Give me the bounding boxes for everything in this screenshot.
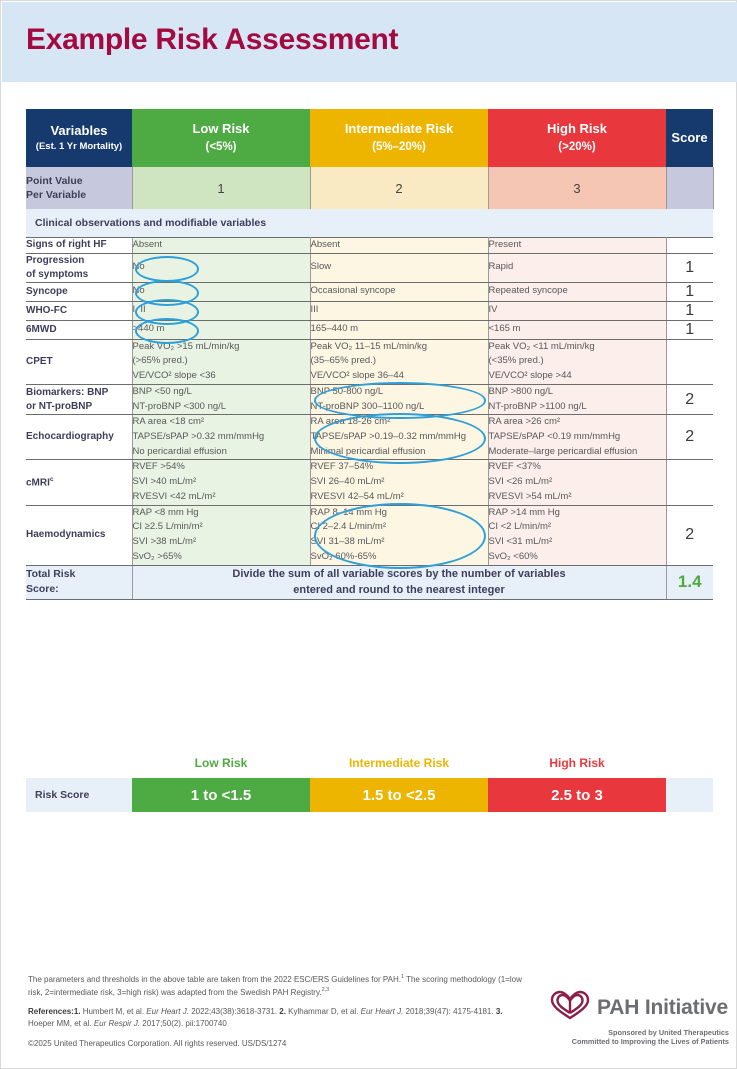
cell-line: <165 m [488,323,521,335]
cell-low[interactable] [132,505,310,565]
table-row [26,253,713,282]
point-value-inter: 2 [310,167,488,209]
cell-line: RVESVI 42–54 mL/m² [310,490,404,502]
cell-line: SVI 31–38 mL/m² [310,536,385,548]
cell-inter[interactable] [310,238,488,254]
cell-score[interactable]: 2 [666,384,713,414]
table-row [26,301,713,320]
cell-line: SVI <31 mL/m² [488,536,553,548]
cell-line: RA area 18-26 cm² [310,416,391,428]
point-value-low: 1 [132,167,310,209]
legend-range-1: 1.5 to <2.5 [310,778,488,812]
legend-captions [26,756,713,778]
legend-range-2: 2.5 to 3 [488,778,666,812]
cell-line: No pericardial effusion [132,445,227,457]
cell-line: NT-proBNP 300–1100 ng/L [310,400,425,412]
table-row [26,505,713,565]
cell-line: CI <2 L/min/m² [488,521,552,533]
cell-line: 165–440 m [310,323,359,335]
cell-score[interactable]: 2 [666,505,713,565]
cell-line: SvO₂ 60%-65% [310,550,377,562]
total-score-instruction: Divide the sum of all variable scores by the number of variables entered and round to the nearest integer [132,565,666,599]
header-cell-variables: Variables (Est. 1 Yr Mortality) [26,109,132,167]
cell-high[interactable] [488,282,666,301]
cell-high[interactable] [488,505,666,565]
cell-score[interactable]: 1 [666,282,713,301]
cell-line: No [132,261,145,273]
cell-line: Absent [310,239,341,250]
total-score-value: 1.4 [666,565,713,599]
cell-line: BNP >800 ng/L [488,385,554,397]
cell-line: Peak VO₂ >15 mL/min/kg [132,340,240,352]
cell-high[interactable] [488,301,666,320]
copyright-line: ©2025 United Therapeutics Corporation. All rights reserved. US/DS/1274 [28,1038,287,1048]
cell-line: RVESVI <42 mL/m² [132,490,216,502]
cell-inter[interactable] [310,339,488,384]
cell-low[interactable] [132,320,310,339]
risk-assessment-table [26,109,714,600]
cell-line: Rapid [488,261,514,273]
heart-lung-icon [549,989,591,1026]
cell-high[interactable] [488,238,666,254]
cell-line: CI ≥2.5 L/min/m² [132,521,203,533]
footnote-ref-23: 2,3 [321,987,330,994]
table-row [26,282,713,301]
legend-caption-1: Intermediate Risk [348,756,450,770]
total-score-label: Total Risk Score: [26,565,132,599]
cell-inter[interactable] [310,320,488,339]
cell-line: RVEF >54% [132,461,185,473]
cell-inter[interactable] [310,460,488,505]
row-variable-label: Biomarkers: BNP or NT-proBNP [26,384,132,414]
cell-line: Occasional syncope [310,285,396,297]
cell-low[interactable] [132,384,310,414]
section-banner-row [26,209,713,238]
cell-line: RVEF 37–54% [310,461,374,473]
references: References:1. Humbert M, et al. Eur Heart J. 2022;43(38):3618-3731. 2. Kylhammar D, et al. Eur Heart J. 2018;39(47): 4175-4181. 3. Hoeper MM, et al. Eur Respir J. 2017;50(2). pii:1700740 [28,1007,503,1029]
cell-line: SVI <26 mL/m² [488,476,553,488]
cell-line: Minimal pericardial effusion [310,445,426,457]
cell-line: Present [488,239,522,250]
legend-caption-spacer [26,756,132,778]
row-variable-label: Echocardiography [26,415,132,460]
cell-line: (35–65% pred.) [310,355,376,367]
row-variable-label: Signs of right HF [26,238,132,254]
cell-line: BNP 50-800 ng/L [310,385,384,397]
logo-tagline-1: Sponsored by United Therapeutics [608,1028,729,1037]
cell-line: (<35% pred.) [488,355,544,367]
cell-line: NT-proBNP >1100 ng/L [488,400,587,412]
total-risk-score-row [26,565,713,599]
cell-line: VE/VCO² slope <36 [132,370,216,382]
cell-line: SVI >40 mL/m² [132,476,197,488]
cell-high[interactable] [488,460,666,505]
cell-line: Slow [310,261,332,273]
pah-initiative-logo [549,989,729,1045]
cell-line: RAP 8–14 mm Hg [310,506,387,518]
point-value-row [26,167,713,209]
footer-notes [28,973,528,1057]
logo-wordmark: PAH Initiative [597,995,729,1019]
cell-score[interactable] [666,460,713,505]
cell-line: TAPSE/sPAP <0.19 mm/mmHg [488,431,621,443]
cell-inter[interactable] [310,301,488,320]
table-row [26,339,713,384]
source-note: The parameters and thresholds in the above table are taken from the 2022 ESC/ERS Guidelines for PAH.$^1$ The scoring methodology (1=low risk, 2=intermediate risk, 3=high risk) was adapted from the Swedish PAH Registry.$^{2,3}$ [28,974,522,997]
legend-caption-2: High Risk [549,756,605,770]
cell-line: (>65% pred.) [132,355,188,367]
cell-low[interactable] [132,339,310,384]
cell-line: Moderate–large pericardial effusion [488,445,638,457]
cell-line: SVI 26–40 mL/m² [310,476,385,488]
cell-score[interactable] [666,238,713,254]
cell-low[interactable] [132,238,310,254]
cell-line: SVI >38 mL/m² [132,536,197,548]
cell-line: VE/VCO² slope >44 [488,370,572,382]
cell-line: RVEF <37% [488,461,541,473]
row-variable-label: cMRI$^c$ [26,460,132,505]
legend-caption-0: Low Risk [194,756,248,770]
cell-line: SvO₂ <60% [488,550,538,562]
cell-line: BNP <50 ng/L [132,385,192,397]
cell-inter[interactable] [310,253,488,282]
cell-score[interactable]: 1 [666,301,713,320]
cell-line: TAPSE/sPAP >0.19–0.32 mm/mmHg [310,431,466,443]
cell-line: IV [488,304,498,316]
cell-line: TAPSE/sPAP >0.32 mm/mmHg [132,431,265,443]
cell-line: RAP >14 mm Hg [488,506,560,518]
cell-line: NT-proBNP <300 ng/L [132,400,227,412]
table-row [26,384,713,414]
cell-inter[interactable] [310,384,488,414]
cell-line: Repeated syncope [488,285,568,297]
cell-score[interactable] [666,339,713,384]
row-variable-label: Syncope [26,282,132,301]
logo-tagline-2: Committed to Improving the Lives of Patients [571,1037,729,1046]
cell-line: RA area <18 cm² [132,416,205,428]
cell-score[interactable]: 2 [666,415,713,460]
legend-range-0: 1 to <1.5 [132,778,310,812]
cell-low[interactable] [132,415,310,460]
table-row [26,238,713,254]
cell-line: No [132,285,145,297]
cell-low[interactable] [132,301,310,320]
row-variable-label: Haemodynamics [26,505,132,565]
point-value-score [666,167,713,209]
point-value-label: Point Value Per Variable [26,167,132,209]
point-value-high: 3 [488,167,666,209]
cell-line: CI 2–2.4 L/min/m² [310,521,386,533]
header-cell-low: Low Risk (<5%) [132,109,310,167]
row-variable-label: WHO-FC [26,301,132,320]
table-header-row [26,109,713,167]
header-cell-high: High Risk (>20%) [488,109,666,167]
cell-high[interactable] [488,253,666,282]
header-cell-inter: Intermediate Risk (5%–20%) [310,109,488,167]
cell-line: >440 m [132,323,165,335]
section-banner-label: Clinical observations and modifiable variables [26,209,713,238]
cell-high[interactable] [488,384,666,414]
cell-score[interactable]: 1 [666,320,713,339]
cell-line: Peak VO₂ 11–15 mL/min/kg [310,340,428,352]
table-row [26,415,713,460]
cell-line: Absent [132,239,163,250]
cell-line: III [310,304,319,316]
legend-bar [26,778,713,812]
cell-score[interactable]: 1 [666,253,713,282]
cell-high[interactable] [488,415,666,460]
cell-line: RAP <8 mm Hg [132,506,199,518]
table-row [26,320,713,339]
cell-low[interactable] [132,282,310,301]
cell-line: Peak VO₂ <11 mL/min/kg [488,340,595,352]
cell-low[interactable] [132,253,310,282]
cell-line: RVESVI >54 mL/m² [488,490,572,502]
footnote-ref-1: 1 [400,974,404,980]
header-cell-score: Score [666,109,713,167]
legend-tail-spacer [666,778,713,812]
row-variable-label: 6MWD [26,320,132,339]
risk-score-legend [26,756,713,812]
cell-inter[interactable] [310,505,488,565]
row-variable-label: CPET [26,339,132,384]
cell-line: I, II [132,304,146,316]
cell-line: SvO₂ >65% [132,550,182,562]
page-title: Example Risk Assessment [26,23,399,56]
cell-line: VE/VCO² slope 36–44 [310,370,404,382]
cell-inter[interactable] [310,415,488,460]
legend-row-label: Risk Score [26,778,132,812]
cell-inter[interactable] [310,282,488,301]
row-variable-label: Progression of symptoms [26,253,132,282]
cell-high[interactable] [488,320,666,339]
cell-line: RA area >26 cm² [488,416,561,428]
cell-low[interactable] [132,460,310,505]
table-row [26,460,713,505]
cell-high[interactable] [488,339,666,384]
